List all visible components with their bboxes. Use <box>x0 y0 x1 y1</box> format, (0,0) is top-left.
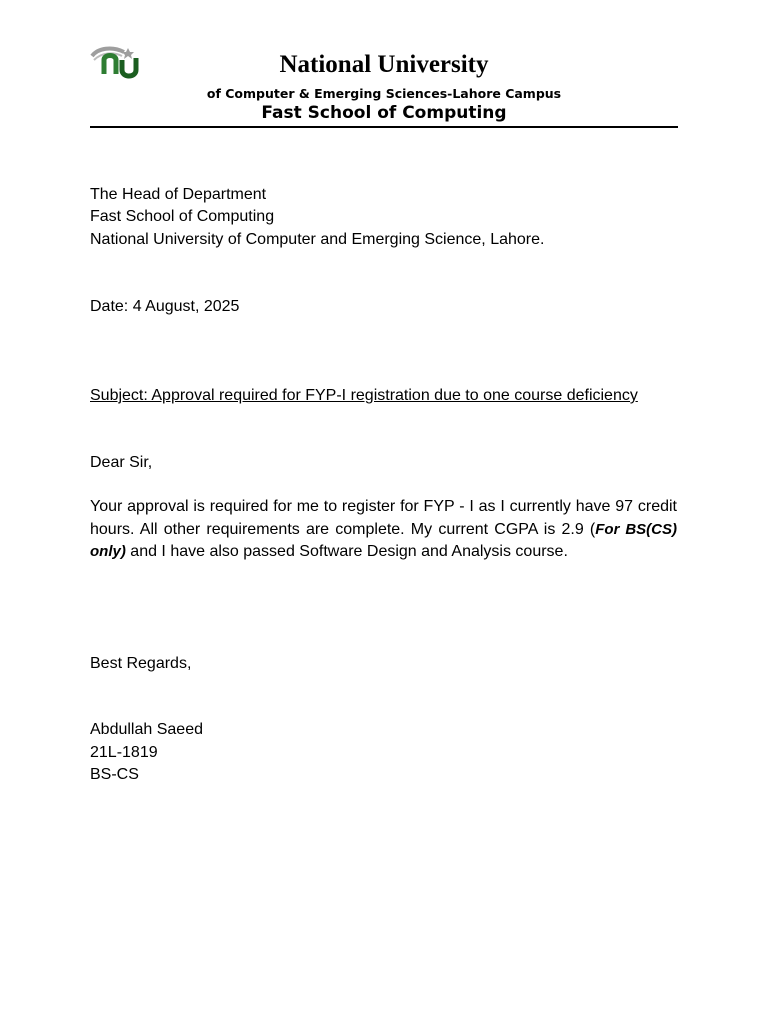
school-name: Fast School of Computing <box>261 103 507 123</box>
body-emphasis: For BS(CS) only) <box>90 520 678 560</box>
closing: Best Regards, <box>90 655 192 672</box>
header-divider <box>90 126 678 128</box>
salutation: Dear Sir, <box>90 454 153 471</box>
university-subtitle: of Computer & Emerging Sciences-Lahore Campus <box>206 86 562 101</box>
letter-date: Date: 4 August, 2025 <box>90 298 240 315</box>
university-title: National University <box>279 51 489 78</box>
recipient-line-2: Fast School of Computing <box>90 208 275 225</box>
signature-roll: 21L-1819 <box>90 744 158 761</box>
recipient-line-3: National University of Computer and Emerging Science, Lahore. <box>90 231 545 248</box>
body-text-1: Your approval is required for me to register for FYP - I as I currently have 97 credit hours. All other requirements are complete. My current CGPA is 2.9 ( <box>90 498 677 538</box>
body-text-2: and I have also passed Software Design and Analysis course. <box>125 543 568 560</box>
signature-name: Abdullah Saeed <box>90 721 203 738</box>
recipient-line-1: The Head of Department <box>90 186 267 203</box>
letter-subject <box>90 385 638 408</box>
signature-program: BS-CS <box>90 766 139 783</box>
body-paragraph <box>90 496 677 564</box>
subject-text: Subject: Approval required for FYP-I registration due to one course deficiency <box>90 387 638 404</box>
